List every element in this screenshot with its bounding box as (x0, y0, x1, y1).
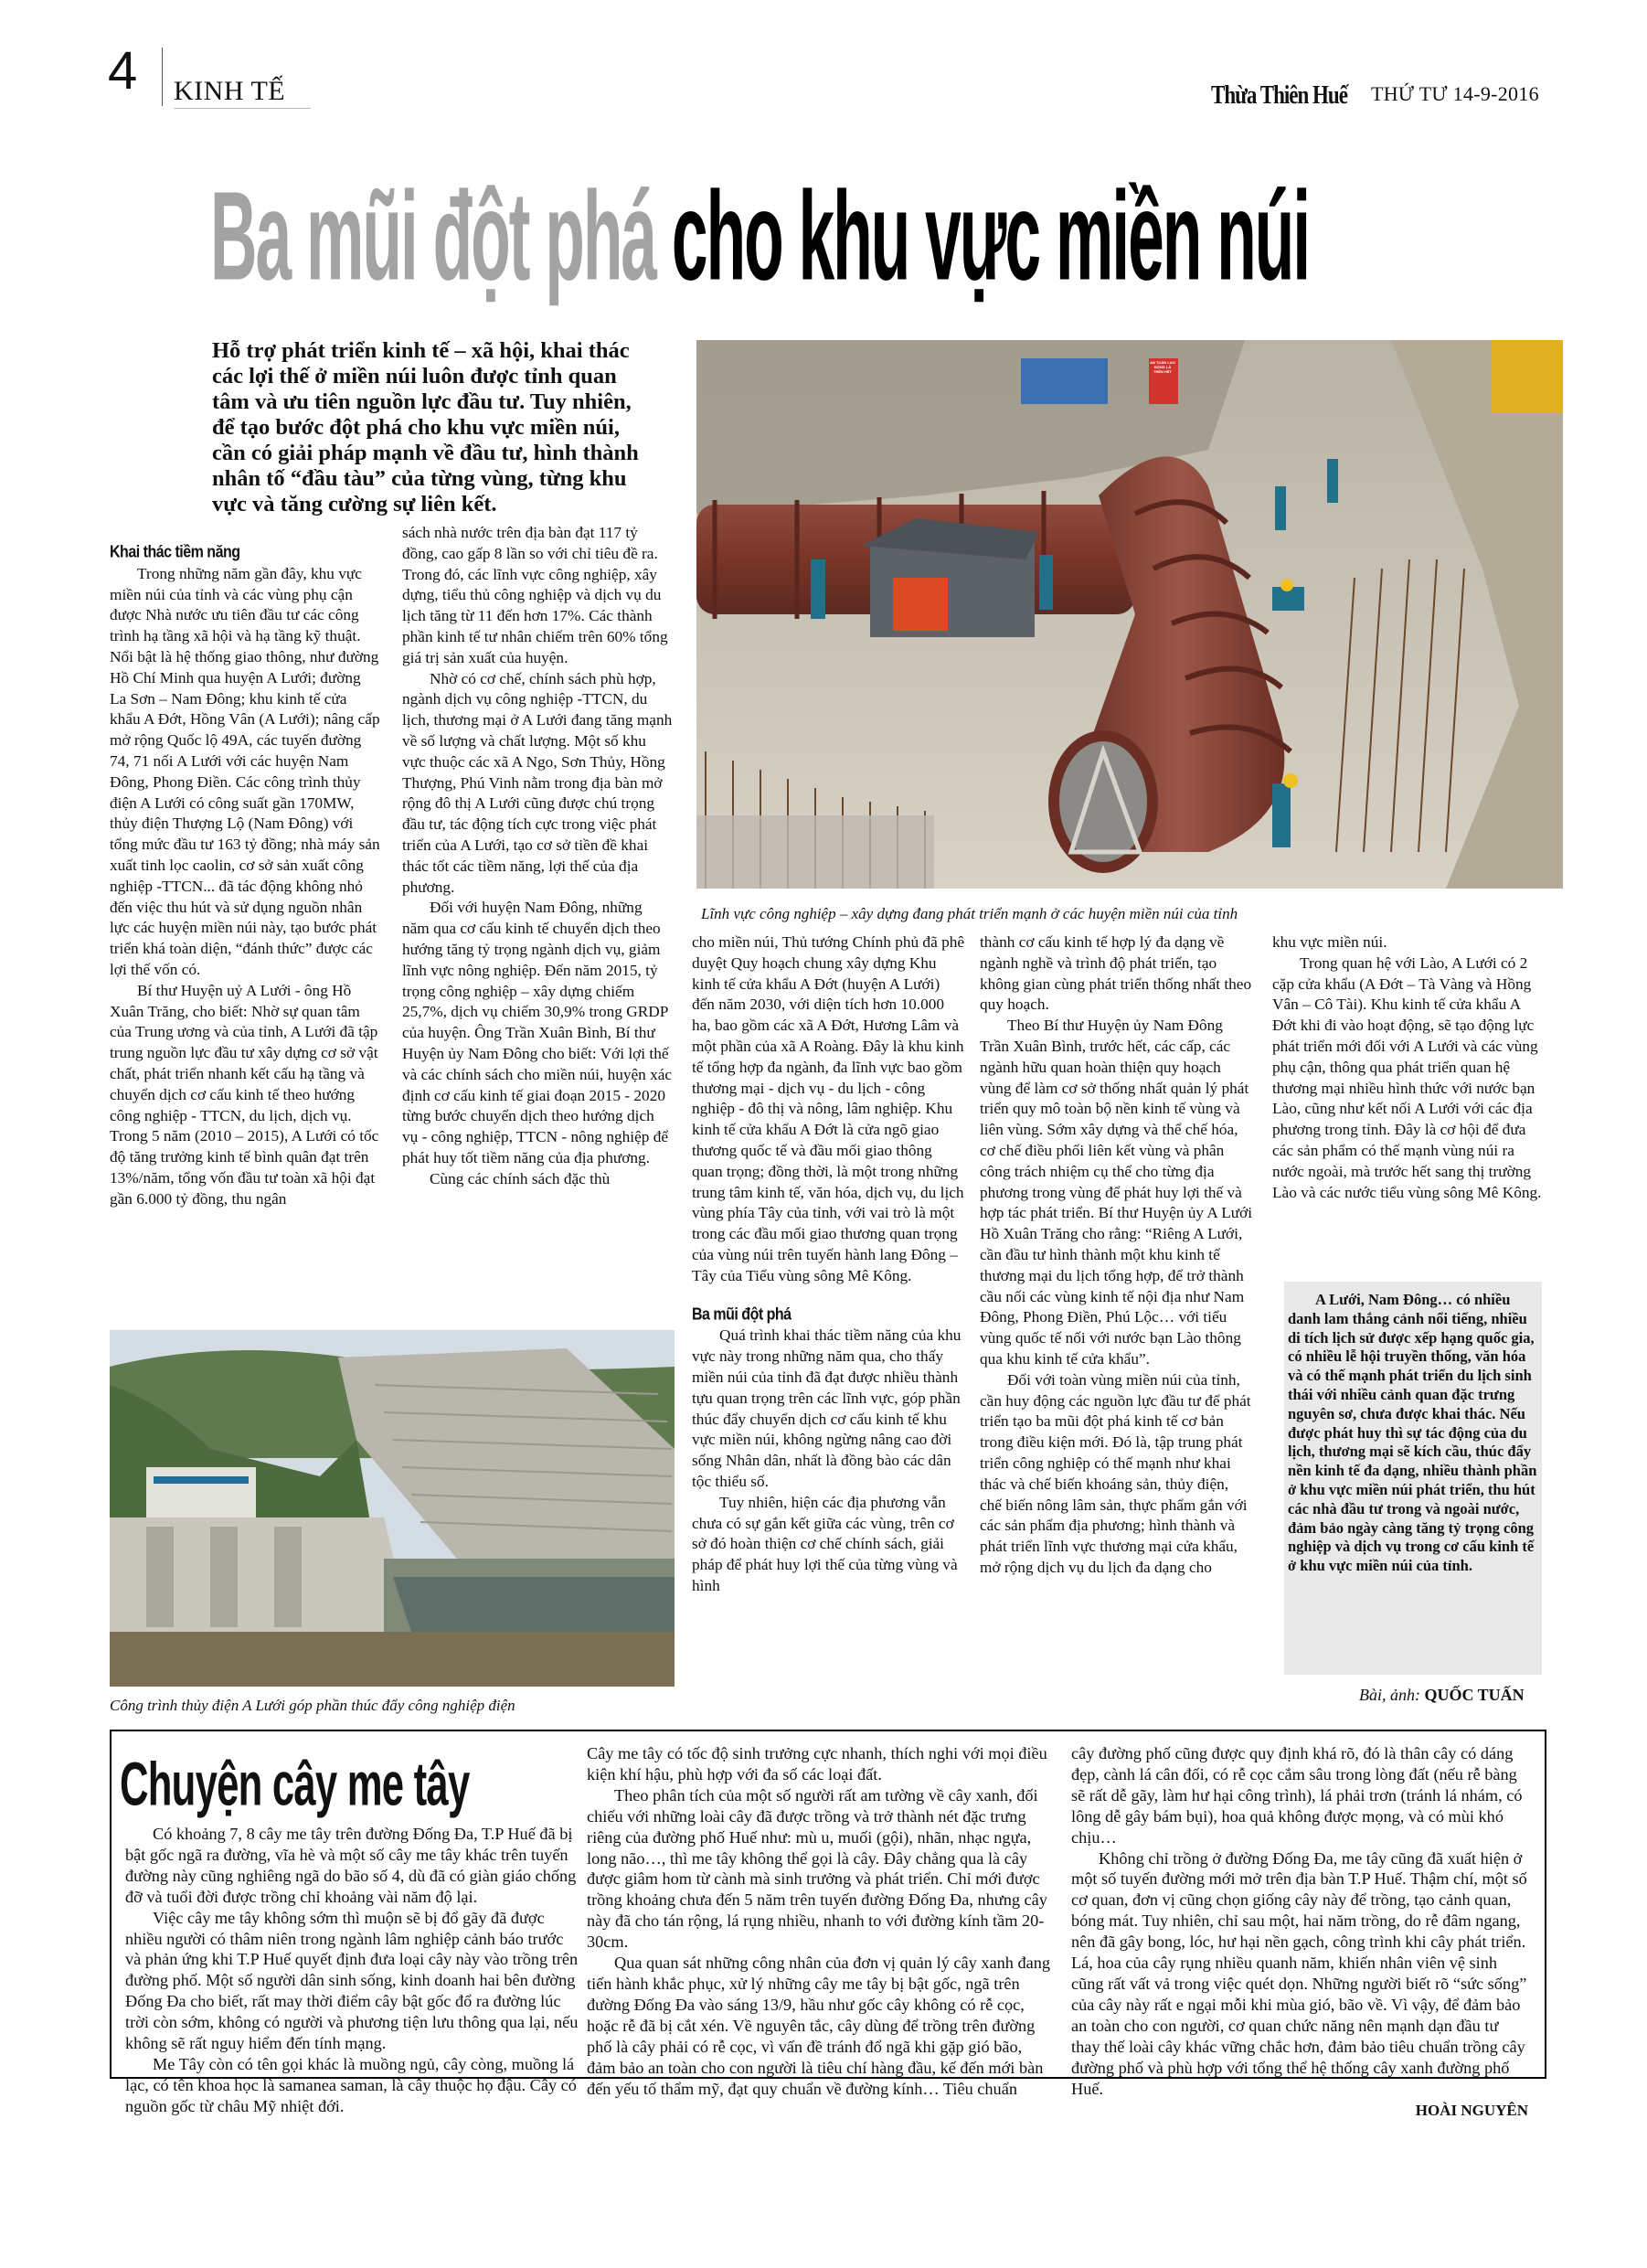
paragraph: Đối với toàn vùng miền núi của tỉnh, cần huy động các nguồn lực đầu tư để phát triển tạo ba mũi đột phá kinh tế cơ bản trong điều kiện mới. Đó là, tập trung phát triển công nghiệp có thế mạnh như khai thác và chế biến khoáng sản, thủy điện, chế biến nông lâm sản, thực phẩm gắn với các sản phẩm địa phương; hình thành và phát triển lĩnh vực thương mại cửa khẩu, mở rộng dịch vụ du lịch đa dạng cho (980, 1370, 1251, 1576)
paragraph: Cùng các chính sách đặc thù (430, 1169, 611, 1187)
page-number: 4 (108, 41, 138, 101)
dam-photo-illustration (110, 1330, 675, 1687)
headline (210, 160, 1309, 312)
paragraph: cây đường phố cũng được quy định khá rõ, đó là thân cây có dáng đẹp, cành lá cân đối, có rễ cọc cắm sâu trong lòng đất (nếu rễ bàng sẽ rất dễ gãy, làm hư hại công trình), lá phải trơn (tránh lá nhám, có lông dễ gây bám bụi), hoa quả không được mọng, và có mùi khó chịu… (1071, 1744, 1523, 1847)
section-underline (174, 108, 311, 109)
paragraph: Bí thư Huyện uỷ A Lưới - ông Hồ Xuân Trăng, cho biết: Nhờ sự quan tâm của Trung ương và của tỉnh, A Lưới đã tập trung nguồn lực đầu tư xây dựng cơ sở vật chất, phát triển nhanh kết cấu hạ tầng và chuyển dịch cơ cấu kinh tế theo hướng công nghiệp - TTCN, du lịch, dịch vụ. Trong 5 năm (2010 – 2015), A Lưới có tốc độ tăng trưởng kinh tế bình quân đạt trên 13%/năm, tổng vốn đầu tư toàn xã hội đạt gần 6.000 tỷ đồng, thu ngân (110, 981, 379, 1208)
paragraph: Quá trình khai thác tiềm năng của khu vực này trong những năm qua, cho thấy miền núi của tỉnh đã đạt được nhiều thành tựu quan trọng trên các lĩnh vực, góp phần thúc đẩy chuyển dịch cơ cấu kinh tế khu vực miền núi, không ngừng nâng cao đời sống Nhân dân, nhất là đồng bào các dân tộc thiểu số. (692, 1326, 962, 1490)
headline-black-part: cho khu vực miền núi (671, 165, 1310, 306)
paragraph: Theo Bí thư Huyện ủy Nam Đông Trần Xuân Bình, trước hết, các cấp, các ngành hữu quan hoàn thiện quy hoạch vùng để làm cơ sở thống nhất quản lý phát triển quy mô toàn bộ nền kinh tế vùng và liên vùng. Sớm xây dựng và thể chế hóa, cơ chế điều phối liên kết vùng và phân công trách nhiệm cụ thể cho từng địa phương trong vùng để phát huy lợi thế và hợp tác phát triển. Bí thư Huyện ủy A Lưới Hồ Xuân Trăng cho rằng: “Riêng A Lưới, cần đầu tư hình thành một khu kinh tế thương mại du lịch tổng hợp, để trở thành cầu nối các vùng kinh tế nội địa như Nam Đông, Phong Điền, Phú Lộc… với tiểu vùng quốc tế nối với nước bạn Lào thông qua khu kinh tế cửa khẩu”. (980, 1017, 1253, 1368)
paragraph: cho miền núi, Thủ tướng Chính phủ đã phê duyệt Quy hoạch chung xây dựng Khu kinh tế cửa khẩu A Đớt (huyện A Lưới) đến năm 2030, với diện tích hơn 10.000 ha, bao gồm các xã A Đớt, Hương Lâm và một phần của xã A Roàng. Đây là khu kinh tế tổng hợp đa ngành, đa lĩnh vực bao gồm thương mại - dịch vụ - du lịch - công nghiệp - đô thị và nông, lâm nghiệp. Khu kinh tế cửa khẩu A Đớt là cửa ngõ giao thương quốc tế và đầu mối giao thông quan trọng; đồng thời, là một trong những trung tâm kinh tế, văn hóa, dịch vụ, du lịch vùng phía Tây của tỉnh, với vai trò là một trong các đầu mối giao thương quan trọng của vùng núi trên tuyến hành lang Đông – Tây của Tiểu vùng sông Mê Kông. (692, 933, 965, 1284)
subhead-ba-mui-dot-pha: Ba mũi đột phá (692, 1304, 792, 1324)
photo-top-caption: Lĩnh vực công nghiệp – xây dựng đang phát triển mạnh ở các huyện miền núi của tỉnh (701, 905, 1238, 922)
paragraph: Theo phân tích của một số người rất am tường về cây xanh, đối chiếu với những loài cây đã được trồng và trở thành nét đặc trưng riêng của đường phố Huế như: mù u, muối (gội), nhãn, nhạc ngựa, long não…, thì me tây không thể gọi là cây. Đây chẳng qua là cây được giâm hom từ cành mà sinh trưởng và phát triển. Chỉ mới được trồng khoảng chưa đến 5 năm trên tuyến đường Đống Đa, nhưng cây này đã cho tán rộng, lá rụng nhiều, nhanh to với đường kính tầm 20- 30cm. (587, 1785, 1047, 1952)
box-column-1 (125, 1824, 582, 2117)
paragraph: Me Tây còn có tên gọi khác là muồng ngủ, cây còng, muồng lá lạc, có tên khoa học là samanea saman, là cây thuộc họ đậu. Cây có nguồn gốc từ châu Mỹ nhiệt đới. (125, 2054, 577, 2115)
paragraph: sách nhà nước trên địa bàn đạt 117 tỷ đồng, cao gấp 8 lần so với chỉ tiêu đề ra. Trong đó, các lĩnh vực công nghiệp, xây dựng, tiểu thủ công nghiệp và dịch vụ du lịch tăng từ 11 đến hơn 17%. Các thành phần kinh tế tư nhân chiếm trên 60% tổng giá trị sản xuất của huyện. (402, 524, 668, 666)
subhead-khai-thac-tiem-nang: Khai thác tiềm năng (110, 543, 240, 561)
highlight-sidebar (1284, 1282, 1542, 1675)
box-byline: HOÀI NGUYÊN (1415, 2102, 1528, 2120)
paragraph: Việc cây me tây không sớm thì muộn sẽ bị đổ gãy đã được nhiều người có thâm niên trong ngành lâm nghiệp cảnh báo trước và phản ứng khi T.P Huế quyết định đưa loại cây này vào trồng trên đường phố. Một số người dân sinh sống, kinh doanh hai bên đường Đống Đa cho biết, rất may thời điểm cây bật gốc đổ ra đường lúc trời còn sớm, không có người và phương tiện lưu thông qua lại, nếu không sẽ rất nguy hiểm đến tính mạng. (125, 1908, 579, 2053)
paragraph: Qua quan sát những công nhân của đơn vị quản lý cây xanh đang tiến hành khắc phục, xử lý những cây me tây bị bật gốc, ngã trên đường Đống Đa vào sáng 13/9, hầu như gốc cây không có rễ cọc, hoặc rễ đã bị cắt xén. Về nguyên tắc, cây dùng để trồng trên đường phố là cây phải có rễ cọc, vì vấn đề tránh đổ ngã khi gặp gió bão, đảm bảo an toàn cho con người là tiêu chí hàng đầu, kế đến mới bàn đến yếu tố thẩm mỹ, đạt quy chuẩn về đường kính… Tiêu chuẩn (587, 1954, 1050, 2098)
byline-name: QUỐC TUẤN (1424, 1686, 1525, 1704)
paragraph: Trong những năm gần đây, khu vực miền núi của tỉnh và các vùng phụ cận được Nhà nước ưu tiên đầu tư các công trình hạ tầng xã hội và hạ tầng kỹ thuật. Nổi bật là hệ thống giao thông, như đường Hồ Chí Minh qua huyện A Lưới; đường La Sơn – Nam Đông; khu kinh tế cửa khẩu A Đớt, Hồng Vân (A Lưới); nâng cấp mở rộng Quốc lộ 49A, các tuyến đường 74, 71 nối A Lưới với các huyện Nam Đông, Phong Điền. Các công trình thủy điện A Lưới có công suất gần 170MW, thủy điện Thượng Lộ (Nam Đông) với tổng mức đầu tư 163 tỷ đồng; nhà máy sản xuất tinh lọc caolin, cơ sở sản xuất công nghiệp -TTCN... đã tác động không nhỏ đến việc thu hút và sử dụng nguồn nhân lực các huyện miền núi này, tạo bước phát triển khá toàn diện, “đánh thức” được các lợi thế vốn có. (110, 564, 380, 978)
issue-date: THỨ TƯ 14-9-2016 (1371, 82, 1539, 105)
header-divider (162, 48, 163, 106)
paragraph: khu vực miền núi. (1272, 933, 1387, 951)
article-column-2 (402, 523, 673, 1190)
paragraph: Đối với huyện Nam Đông, những năm qua cơ cấu kinh tế chuyển dịch theo hướng tăng tỷ trọng ngành dịch vụ, giảm lĩnh vực nông nghiệp. Đến năm 2015, tỷ trọng công nghiệp – xây dựng chiếm 25,7%, dịch vụ chiếm 30,9% trong GRDP của huyện. Ông Trần Xuân Bình, Bí thư Huyện ủy Nam Đông cho biết: Với lợi thế và các chính sách cho miền núi, huyện xác định cơ cấu kinh tế giai đoạn 2015 - 2020 từng bước chuyển dịch theo hướng dịch vụ - công nghiệp, TTCN - nông nghiệp để phát huy tốt tiềm năng của địa phương. (402, 899, 673, 1166)
paragraph: Tuy nhiên, hiện các địa phương vẫn chưa có sự gắn kết giữa các vùng, trên cơ sở đó hoàn thiện cơ chế chính sách, giải pháp để phát huy lợi thế của từng vùng và hình (692, 1493, 958, 1594)
paragraph: Cây me tây có tốc độ sinh trưởng cực nhanh, thích nghi với mọi điều kiện khí hậu, phù hợp với đa số các loại đất. (587, 1744, 1047, 1784)
photo-penstock-construction (696, 340, 1563, 889)
photo-dam-caption: Công trình thủy điện A Lưới góp phần thúc đẩy công nghiệp điện (110, 1697, 515, 1714)
paragraph: Trong quan hệ với Lào, A Lưới có 2 cặp cửa khẩu (A Đớt – Tà Vàng và Hồng Vân – Cô Tài). Khu kinh tế cửa khẩu A Đớt khi đi vào hoạt động, sẽ tạo động lực phát triển mới đối với A Lưới và các vùng phụ cận, thông qua phát triển quan hệ thương mại nhiều hình thức với nước bạn Lào, cũng như kết nối A Lưới với các địa phương trong tỉnh. Đây là cơ hội để đưa các sản phẩm có thế mạnh vùng núi ra nước ngoài, mà trước hết sang thị trường Lào và các nước tiểu vùng sông Mê Kông. (1272, 953, 1542, 1201)
section-title: KINH TẾ (174, 76, 286, 106)
article-column-1 (110, 541, 380, 1210)
article-column-5 (1272, 932, 1546, 1203)
photo-a-luoi-dam (110, 1330, 675, 1687)
newspaper-name: Thừa Thiên Huế (1211, 80, 1347, 110)
article-column-4 (980, 932, 1254, 1579)
article-column-3 (692, 932, 966, 1597)
box-column-3 (1071, 1743, 1528, 2122)
headline-grey-part: Ba mũi đột phá (210, 165, 656, 306)
box-article-title: Chuyện cây me tây (120, 1749, 470, 1818)
article-byline (1359, 1686, 1525, 1705)
safety-sign-text: AN TOÀN LAO ĐỘNG LÀ TRÊN HẾT (1150, 360, 1175, 374)
construction-photo-illustration (696, 340, 1563, 889)
paragraph: thành cơ cấu kinh tế hợp lý đa dạng về ngành nghề và trình độ phát triển, tạo không gian cùng phát triển thống nhất theo quy hoạch. (980, 933, 1252, 1014)
byline-label: Bài, ảnh: (1359, 1686, 1420, 1704)
box-column-2 (587, 1743, 1051, 2099)
paragraph: Có khoảng 7, 8 cây me tây trên đường Đống Đa, T.P Huế đã bị bật gốc ngã ra đường, vĩa hè và một số cây me tây khác trên tuyến đường này cũng nghiêng ngã do bão số 4, dù đã có giàn giáo chống đỡ và tuổi đời được trồng chỉ khoảng vài năm độ lại. (125, 1825, 577, 1906)
paragraph: Nhờ có cơ chế, chính sách phù hợp, ngành dịch vụ công nghiệp -TTCN, du lịch, thương mại ở A Lưới đang tăng mạnh về số lượng và chất lượng. Một số khu vực thuộc các xã A Ngo, Sơn Thủy, Hồng Thượng, Phú Vinh nằm trong địa bàn mở rộng đô thị A Lưới cũng được chú trọng đầu tư, tác động tích cực trong việc phát triển của A Lưới, tạo cơ sở tiền đề khai thác tốt các tiềm năng, lợi thế của địa phương. (402, 669, 673, 896)
article-lead: Hỗ trợ phát triển kinh tế – xã hội, khai thác các lợi thế ở miền núi luôn được tỉnh quan tâm và ưu tiên nguồn lực đầu tư. Tuy nhiên, để tạo bước đột phá cho khu vực miền núi, cần có giải pháp mạnh về đầu tư, hình thành nhân tố “đầu tàu” của từng vùng, từng khu vực và tăng cường sự liên kết. (212, 338, 639, 516)
sidebar-text: A Lưới, Nam Đông… có nhiều danh lam thắng cảnh nổi tiếng, nhiều di tích lịch sử được xếp hạng quốc gia, có nhiều lễ hội truyền thống, văn hóa và có thế mạnh phát triển du lịch sinh thái với nhiều cảnh quan đặc trưng nguyên sơ, chưa được khai thác. Nếu được phát huy thì sự tác động của du lịch, thương mại sẽ kích cầu, thúc đẩy nền kinh tế đa dạng, nhiều thành phần ở khu vực miền núi phát triển, thu hút các nhà đầu tư trong và ngoài nước, đảm bảo ngày càng tăng tỷ trọng công nghiệp và dịch vụ trong cơ cấu kinh tế ở khu vực miền núi của tỉnh. (1288, 1291, 1537, 1575)
paragraph: Không chỉ trồng ở đường Đống Đa, me tây cũng đã xuất hiện ở một số tuyến đường mới mở trên địa bàn T.P Huế. Thậm chí, một số cơ quan, đơn vị cũng chọn giống cây này để trồng, tạo cảnh quan, bóng mát. Tuy nhiên, chỉ sau một, hai năm trồng, do rễ đâm ngang, nên đã gây bong, lóc, hư hại nền gạch, công trình khi cây phát triển. Lá, hoa của cây rụng nhiều quanh năm, khiến nhân viên vệ sinh cũng rất vất vả trong việc quét dọn. Những người biết rõ “sức sống” của cây này rất e ngại mỗi khi mùa gió, bão về. Vì vậy, để đảm bảo an toàn cho con người, cơ quan chức năng nên mạnh dạn đầu tư thay thế loài cây khác vững chắc hơn, đảm bảo tiêu chuẩn trồng cây đường phố và phù hợp với tổng thể hệ thống cây xanh đường phố Huế. (1071, 1848, 1527, 2098)
